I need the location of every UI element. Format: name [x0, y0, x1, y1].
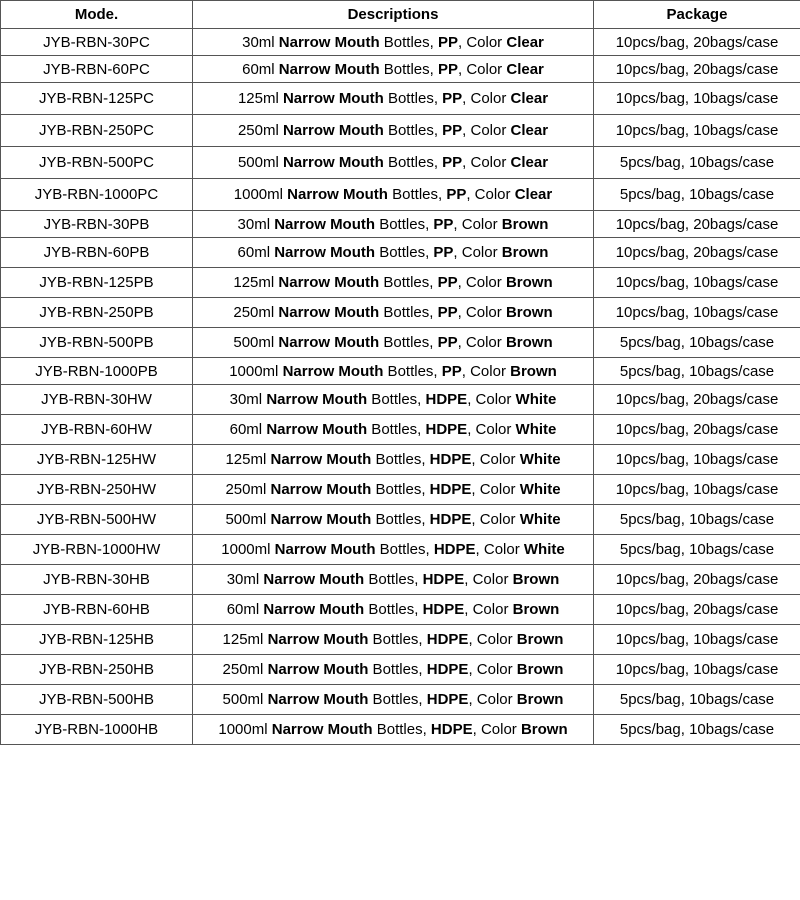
description-cell: [193, 655, 594, 685]
description-material: HDPE: [425, 421, 468, 438]
description-color: Clear: [510, 90, 549, 107]
description-cell: [193, 445, 594, 475]
description-type: Narrow Mouth: [278, 334, 380, 351]
description-cell: [193, 147, 594, 179]
package-cell: 10pcs/bag, 20bags/case: [594, 595, 800, 625]
description-size: 60ml: [242, 60, 275, 78]
package-cell: 10pcs/bag, 20bags/case: [594, 29, 800, 56]
table-row: [1, 179, 800, 211]
description-bottles-text: Bottles,: [379, 274, 438, 291]
description-bottles-text: Bottles,: [379, 334, 438, 351]
description-type: Narrow Mouth: [282, 362, 384, 380]
description-type: Narrow Mouth: [274, 541, 376, 558]
package-cell: 10pcs/bag, 20bags/case: [594, 238, 800, 268]
model-cell: JYB-RBN-500HW: [1, 505, 193, 535]
description-color-text: , Color: [471, 451, 520, 468]
model-cell: JYB-RBN-60PB: [1, 238, 193, 268]
description-material: PP: [433, 244, 454, 261]
package-cell: 5pcs/bag, 10bags/case: [594, 328, 800, 358]
description-color: White: [519, 451, 561, 468]
package-cell: 5pcs/bag, 10bags/case: [594, 147, 800, 179]
description-cell: [193, 415, 594, 445]
description-cell: [193, 535, 594, 565]
model-cell: JYB-RBN-60HB: [1, 595, 193, 625]
description-bottles-text: Bottles,: [383, 154, 443, 171]
description-bottles-text: Bottles,: [383, 362, 442, 380]
model-cell: JYB-RBN-250HW: [1, 475, 193, 505]
model-cell: JYB-RBN-125PB: [1, 268, 193, 298]
description-size: 1000ml: [233, 186, 283, 203]
description-bottles-text: Bottles,: [368, 691, 427, 708]
table-row: [1, 505, 800, 535]
description-cell: [193, 565, 594, 595]
description-color-text: , Color: [466, 186, 515, 203]
description-bottles-text: Bottles,: [364, 601, 423, 618]
description-color: Brown: [501, 215, 549, 233]
package-cell: 10pcs/bag, 20bags/case: [594, 565, 800, 595]
description-bottles-text: Bottles,: [379, 60, 438, 78]
table-row: [1, 328, 800, 358]
table-row: [1, 535, 800, 565]
description-size: 30ml: [226, 571, 260, 588]
table-row: [1, 565, 800, 595]
description-size: 30ml: [242, 33, 275, 51]
table-row: [1, 595, 800, 625]
description-cell: [193, 211, 594, 238]
model-cell: JYB-RBN-125HB: [1, 625, 193, 655]
package-cell: 10pcs/bag, 10bags/case: [594, 655, 800, 685]
description-cell: [193, 179, 594, 211]
description-cell: [193, 56, 594, 83]
description-size: 30ml: [237, 215, 271, 233]
description-color: Brown: [516, 661, 564, 678]
table-row: [1, 211, 800, 238]
description-color: Clear: [510, 154, 549, 171]
package-cell: 10pcs/bag, 10bags/case: [594, 268, 800, 298]
description-material: HDPE: [422, 571, 465, 588]
description-bottles-text: Bottles,: [367, 391, 426, 408]
header-descriptions: Descriptions: [193, 1, 594, 29]
description-size: 125ml: [233, 274, 275, 291]
description-size: 1000ml: [218, 721, 268, 738]
description-material: HDPE: [425, 391, 468, 408]
description-type: Narrow Mouth: [271, 721, 373, 738]
description-material: HDPE: [426, 691, 469, 708]
description-material: HDPE: [429, 511, 472, 528]
table-row: [1, 625, 800, 655]
description-color-text: , Color: [471, 481, 520, 498]
model-cell: JYB-RBN-125PC: [1, 83, 193, 115]
description-color: White: [523, 541, 565, 558]
description-cell: [193, 268, 594, 298]
description-color: Clear: [514, 186, 553, 203]
description-type: Narrow Mouth: [274, 215, 376, 233]
description-bottles-text: Bottles,: [371, 481, 430, 498]
description-bottles-text: Bottles,: [372, 721, 431, 738]
description-size: 125ml: [225, 451, 267, 468]
description-material: PP: [437, 304, 458, 321]
description-color: Brown: [505, 274, 553, 291]
package-cell: 10pcs/bag, 20bags/case: [594, 385, 800, 415]
model-cell: JYB-RBN-1000HB: [1, 715, 193, 745]
table-row: [1, 238, 800, 268]
description-color: Brown: [510, 362, 557, 380]
description-color-text: , Color: [457, 334, 506, 351]
description-size: 500ml: [233, 334, 275, 351]
table-row: [1, 83, 800, 115]
description-size: 125ml: [237, 90, 279, 107]
description-size: 250ml: [225, 481, 267, 498]
description-bottles-text: Bottles,: [375, 541, 434, 558]
description-color: Brown: [512, 571, 560, 588]
description-bottles-text: Bottles,: [364, 571, 423, 588]
package-cell: 5pcs/bag, 10bags/case: [594, 358, 800, 385]
description-type: Narrow Mouth: [267, 691, 369, 708]
description-color: White: [519, 481, 561, 498]
description-color: Brown: [516, 691, 564, 708]
description-material: PP: [437, 60, 458, 78]
table-row: [1, 358, 800, 385]
description-color-text: , Color: [468, 661, 517, 678]
description-color: Brown: [501, 244, 549, 261]
description-size: 1000ml: [221, 541, 271, 558]
description-size: 250ml: [237, 122, 279, 139]
description-size: 60ml: [237, 244, 271, 261]
package-cell: 10pcs/bag, 10bags/case: [594, 625, 800, 655]
description-material: PP: [442, 90, 463, 107]
description-size: 250ml: [233, 304, 275, 321]
description-color-text: , Color: [467, 421, 516, 438]
description-type: Narrow Mouth: [287, 186, 388, 203]
description-bottles-text: Bottles,: [368, 661, 427, 678]
description-material: PP: [441, 362, 462, 380]
package-cell: 10pcs/bag, 10bags/case: [594, 475, 800, 505]
description-material: HDPE: [429, 451, 472, 468]
description-color-text: , Color: [462, 90, 511, 107]
description-type: Narrow Mouth: [263, 571, 365, 588]
description-type: Narrow Mouth: [274, 244, 376, 261]
description-type: Narrow Mouth: [278, 304, 380, 321]
description-cell: [193, 83, 594, 115]
description-type: Narrow Mouth: [282, 154, 384, 171]
table-row: [1, 115, 800, 147]
model-cell: JYB-RBN-500PB: [1, 328, 193, 358]
model-cell: JYB-RBN-500PC: [1, 147, 193, 179]
description-cell: [193, 715, 594, 745]
description-color: Brown: [505, 334, 553, 351]
table-row: [1, 56, 800, 83]
description-type: Narrow Mouth: [270, 481, 372, 498]
description-color: Brown: [520, 721, 568, 738]
description-material: PP: [437, 33, 458, 51]
description-color-text: , Color: [468, 631, 517, 648]
description-type: Narrow Mouth: [282, 90, 384, 107]
description-type: Narrow Mouth: [267, 661, 369, 678]
description-color-text: , Color: [462, 122, 511, 139]
description-color-text: , Color: [462, 154, 511, 171]
description-color-text: , Color: [458, 33, 507, 51]
description-color-text: , Color: [453, 215, 502, 233]
description-type: Narrow Mouth: [267, 631, 369, 648]
description-type: Narrow Mouth: [263, 601, 365, 618]
package-cell: 10pcs/bag, 10bags/case: [594, 298, 800, 328]
description-type: Narrow Mouth: [270, 511, 372, 528]
description-color-text: , Color: [464, 571, 513, 588]
description-bottles-text: Bottles,: [383, 122, 443, 139]
description-color-text: , Color: [453, 244, 502, 261]
description-size: 500ml: [225, 511, 267, 528]
description-type: Narrow Mouth: [266, 421, 368, 438]
model-cell: JYB-RBN-30HB: [1, 565, 193, 595]
description-bottles-text: Bottles,: [367, 421, 426, 438]
description-cell: [193, 115, 594, 147]
package-cell: 5pcs/bag, 10bags/case: [594, 535, 800, 565]
package-cell: 10pcs/bag, 20bags/case: [594, 415, 800, 445]
description-bottles-text: Bottles,: [383, 90, 443, 107]
description-size: 500ml: [237, 154, 279, 171]
description-material: HDPE: [426, 631, 469, 648]
description-type: Narrow Mouth: [266, 391, 368, 408]
description-color-text: , Color: [475, 541, 524, 558]
model-cell: JYB-RBN-30HW: [1, 385, 193, 415]
description-size: 60ml: [229, 421, 263, 438]
header-mode: Mode.: [1, 1, 193, 29]
package-cell: 10pcs/bag, 10bags/case: [594, 83, 800, 115]
model-cell: JYB-RBN-1000PB: [1, 358, 193, 385]
description-size: 250ml: [222, 661, 264, 678]
package-cell: 5pcs/bag, 10bags/case: [594, 179, 800, 211]
description-type: Narrow Mouth: [282, 122, 384, 139]
package-cell: 10pcs/bag, 10bags/case: [594, 445, 800, 475]
description-color-text: , Color: [467, 391, 516, 408]
description-bottles-text: Bottles,: [375, 215, 434, 233]
description-bottles-text: Bottles,: [371, 511, 430, 528]
description-material: PP: [437, 274, 458, 291]
description-cell: [193, 625, 594, 655]
description-material: PP: [433, 215, 454, 233]
header-row: [1, 1, 800, 29]
table-row: [1, 268, 800, 298]
description-color: White: [515, 421, 557, 438]
model-cell: JYB-RBN-250PC: [1, 115, 193, 147]
description-material: HDPE: [433, 541, 476, 558]
model-cell: JYB-RBN-30PC: [1, 29, 193, 56]
description-color-text: , Color: [457, 304, 506, 321]
package-cell: 5pcs/bag, 10bags/case: [594, 715, 800, 745]
table-row: [1, 298, 800, 328]
description-bottles-text: Bottles,: [375, 244, 434, 261]
table-row: [1, 147, 800, 179]
package-cell: 10pcs/bag, 10bags/case: [594, 115, 800, 147]
model-cell: JYB-RBN-500HB: [1, 685, 193, 715]
description-size: 125ml: [222, 631, 264, 648]
description-color-text: , Color: [461, 362, 511, 380]
package-cell: 10pcs/bag, 20bags/case: [594, 211, 800, 238]
description-bottles-text: Bottles,: [387, 186, 447, 203]
description-material: HDPE: [430, 721, 473, 738]
table-row: [1, 445, 800, 475]
description-cell: [193, 298, 594, 328]
description-size: 500ml: [222, 691, 264, 708]
model-cell: JYB-RBN-60PC: [1, 56, 193, 83]
description-type: Narrow Mouth: [278, 60, 380, 78]
model-cell: JYB-RBN-1000HW: [1, 535, 193, 565]
table-row: [1, 475, 800, 505]
description-color-text: , Color: [472, 721, 521, 738]
description-color: Brown: [512, 601, 560, 618]
model-cell: JYB-RBN-30PB: [1, 211, 193, 238]
header-package: Package: [594, 1, 800, 29]
description-cell: [193, 328, 594, 358]
table-row: [1, 715, 800, 745]
description-color: White: [515, 391, 557, 408]
description-color-text: , Color: [468, 691, 517, 708]
description-color: Clear: [506, 60, 544, 78]
description-cell: [193, 29, 594, 56]
description-material: HDPE: [422, 601, 465, 618]
description-material: HDPE: [429, 481, 472, 498]
description-cell: [193, 385, 594, 415]
description-color: Clear: [510, 122, 549, 139]
description-cell: [193, 475, 594, 505]
model-cell: JYB-RBN-250PB: [1, 298, 193, 328]
description-cell: [193, 238, 594, 268]
package-cell: 10pcs/bag, 20bags/case: [594, 56, 800, 83]
description-bottles-text: Bottles,: [379, 304, 438, 321]
description-size: 30ml: [229, 391, 263, 408]
description-material: PP: [446, 186, 467, 203]
description-type: Narrow Mouth: [270, 451, 372, 468]
description-color-text: , Color: [457, 274, 506, 291]
description-cell: [193, 685, 594, 715]
package-cell: 5pcs/bag, 10bags/case: [594, 505, 800, 535]
table-row: [1, 685, 800, 715]
description-bottles-text: Bottles,: [379, 33, 438, 51]
description-material: PP: [442, 154, 463, 171]
model-cell: JYB-RBN-1000PC: [1, 179, 193, 211]
table-row: [1, 655, 800, 685]
description-type: Narrow Mouth: [278, 274, 380, 291]
table-row: [1, 415, 800, 445]
description-color-text: , Color: [471, 511, 520, 528]
description-color: White: [519, 511, 561, 528]
description-size: 60ml: [226, 601, 260, 618]
description-color: Brown: [505, 304, 553, 321]
description-color-text: , Color: [464, 601, 513, 618]
description-material: PP: [442, 122, 463, 139]
description-type: Narrow Mouth: [278, 33, 380, 51]
description-material: PP: [437, 334, 458, 351]
table-row: [1, 29, 800, 56]
description-color: Brown: [516, 631, 564, 648]
description-size: 1000ml: [229, 362, 279, 380]
description-color-text: , Color: [458, 60, 507, 78]
description-cell: [193, 505, 594, 535]
model-cell: JYB-RBN-60HW: [1, 415, 193, 445]
description-cell: [193, 358, 594, 385]
description-cell: [193, 595, 594, 625]
description-bottles-text: Bottles,: [368, 631, 427, 648]
package-cell: 5pcs/bag, 10bags/case: [594, 685, 800, 715]
description-color: Clear: [506, 33, 544, 51]
model-cell: JYB-RBN-250HB: [1, 655, 193, 685]
table-row: [1, 385, 800, 415]
model-cell: JYB-RBN-125HW: [1, 445, 193, 475]
description-bottles-text: Bottles,: [371, 451, 430, 468]
description-material: HDPE: [426, 661, 469, 678]
